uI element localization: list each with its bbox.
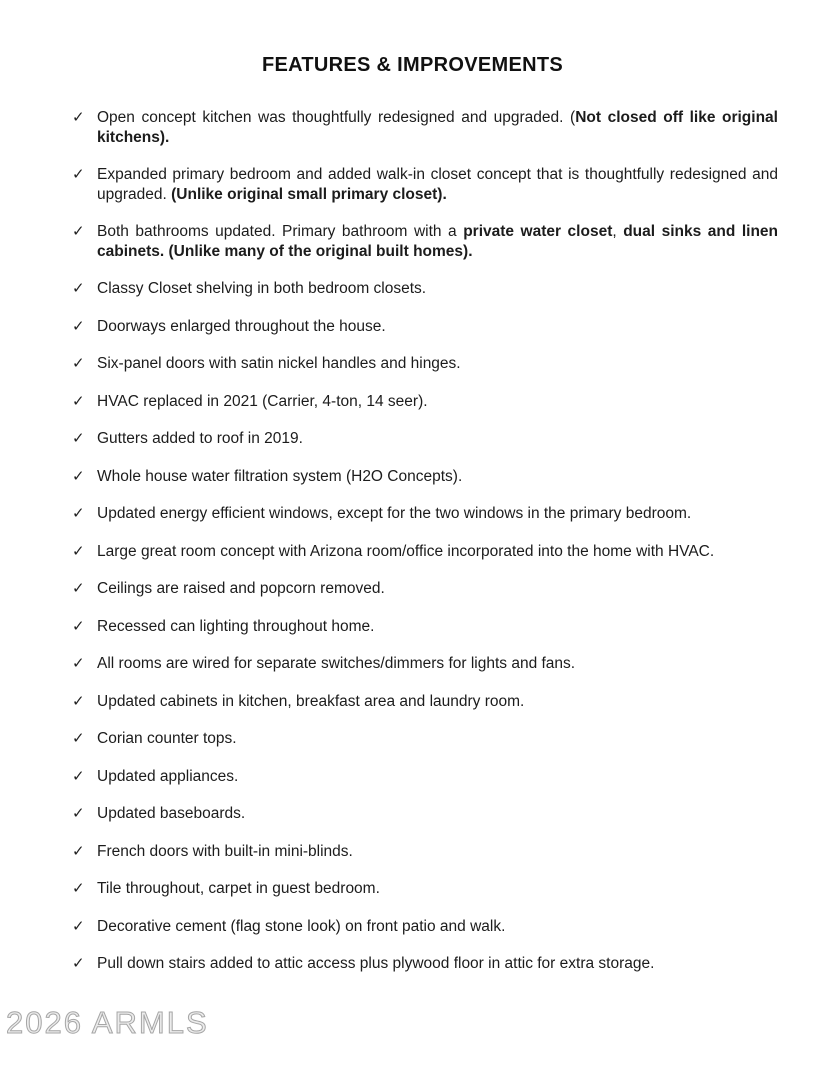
checkmark-icon: ✓ (72, 955, 85, 972)
list-item-text: Pull down stairs added to attic access plus plywood floor in attic for extra storage. (97, 955, 655, 972)
list-item (72, 842, 778, 862)
list-item-text: Ceilings are raised and popcorn removed. (97, 580, 385, 597)
list-item-text: Updated appliances. (97, 767, 239, 785)
checkmark-icon: ✓ (72, 655, 85, 672)
checkmark-icon: ✓ (72, 617, 85, 635)
features-list (0, 108, 825, 974)
list-item-text: Updated cabinets in kitchen, breakfast area and laundry room. (97, 692, 525, 710)
list-item (72, 579, 778, 599)
list-item (72, 917, 778, 937)
checkmark-icon: ✓ (72, 430, 85, 447)
checkmark-icon: ✓ (72, 355, 85, 372)
list-item (72, 804, 778, 824)
list-item (72, 279, 778, 299)
list-item (72, 108, 778, 147)
checkmark-icon: ✓ (72, 767, 85, 785)
list-item-text: All rooms are wired for separate switches/dimmers for lights and fans. (97, 655, 576, 672)
checkmark-icon: ✓ (72, 805, 85, 822)
list-item (72, 504, 778, 524)
list-item (72, 467, 778, 487)
list-item-text: Large great room concept with Arizona room/office incorporated into the home with HVAC. (97, 542, 715, 560)
list-item-text: Expanded primary bedroom and added walk-in closet concept that is thoughtfully redesigned and upgraded. (Unlike original small primary closet). (97, 166, 778, 203)
list-item-text: Six-panel doors with satin nickel handles and hinges. (97, 355, 461, 372)
list-item-text: Decorative cement (flag stone look) on front patio and walk. (97, 917, 506, 935)
checkmark-icon: ✓ (72, 166, 85, 183)
checkmark-icon: ✓ (72, 917, 85, 935)
list-item-text: Corian counter tops. (97, 730, 237, 747)
list-item (72, 354, 778, 374)
page-title: FEATURES & IMPROVEMENTS (262, 54, 563, 76)
list-item (72, 429, 778, 449)
list-item-text: Tile throughout, carpet in guest bedroom. (97, 880, 380, 897)
list-item-text: Gutters added to roof in 2019. (97, 430, 303, 447)
list-item-text: Recessed can lighting throughout home. (97, 617, 375, 635)
list-item-text: HVAC replaced in 2021 (Carrier, 4-ton, 14 seer). (97, 392, 428, 410)
list-item (72, 542, 778, 562)
list-item-text: Classy Closet shelving in both bedroom closets. (97, 280, 427, 297)
checkmark-icon: ✓ (72, 392, 85, 410)
list-item-text: Doorways enlarged throughout the house. (97, 317, 386, 335)
checkmark-icon: ✓ (72, 467, 85, 485)
checkmark-icon: ✓ (72, 730, 85, 747)
list-item (72, 222, 778, 261)
watermark: 2026 ARMLS (6, 1005, 209, 1040)
checkmark-icon: ✓ (72, 280, 85, 297)
checkmark-icon: ✓ (72, 542, 85, 560)
checkmark-icon: ✓ (72, 842, 85, 860)
list-item (72, 767, 778, 787)
list-item (72, 392, 778, 412)
list-item (72, 617, 778, 637)
checkmark-icon: ✓ (72, 505, 85, 522)
list-item (72, 954, 778, 974)
list-item (72, 654, 778, 674)
list-item-text: Open concept kitchen was thoughtfully redesigned and upgraded. (Not closed off like original kitchens). (97, 109, 778, 146)
checkmark-icon: ✓ (72, 109, 85, 126)
list-item-text: Updated energy efficient windows, except for the two windows in the primary bedroom. (97, 505, 692, 522)
list-item-text: French doors with built-in mini-blinds. (97, 842, 353, 860)
list-item-text: Updated baseboards. (97, 805, 246, 822)
checkmark-icon: ✓ (72, 223, 85, 240)
checkmark-icon: ✓ (72, 317, 85, 335)
list-item (72, 165, 778, 204)
list-item (72, 729, 778, 749)
list-item (72, 692, 778, 712)
checkmark-icon: ✓ (72, 880, 85, 897)
list-item (72, 317, 778, 337)
list-item (72, 879, 778, 899)
list-item-text: Whole house water filtration system (H2O Concepts). (97, 467, 463, 485)
list-item-text: Both bathrooms updated. Primary bathroom with a private water closet, dual sinks and linen cabinets. (Unlike many of the original built homes). (97, 223, 778, 260)
checkmark-icon: ✓ (72, 692, 85, 710)
checkmark-icon: ✓ (72, 580, 85, 597)
